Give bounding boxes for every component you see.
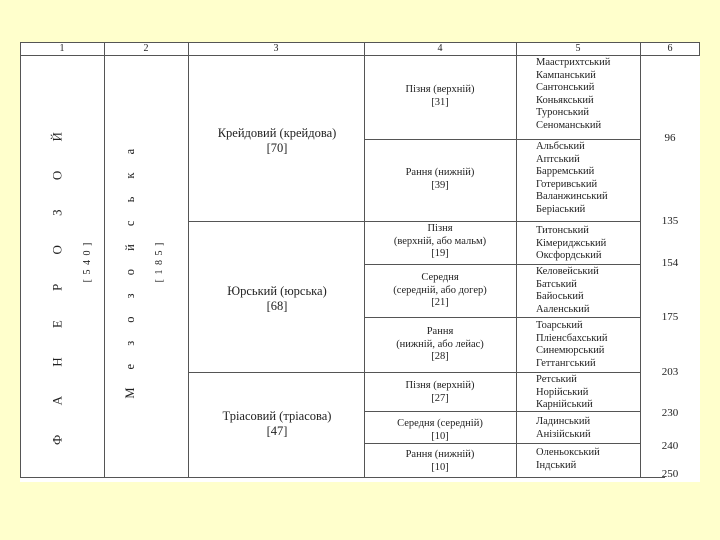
erathem-duration: [ 1 8 5 ]: [154, 241, 165, 283]
stage-name: Маастрихтський: [536, 57, 611, 68]
stage-name: Ладинський: [536, 416, 591, 427]
stage-name: Карнійський: [536, 399, 593, 410]
header-separator: [20, 55, 699, 56]
stage-name: Батський: [536, 278, 577, 290]
system-separator: [188, 221, 641, 222]
stage-name: Барремський: [536, 166, 595, 177]
column-number: 6: [667, 43, 673, 54]
department-cell: [366, 418, 514, 443]
stage-name: Кімериджський: [536, 237, 607, 249]
stage-name: Байоський: [536, 291, 584, 302]
stage-list: [536, 57, 610, 132]
department-duration: [31]: [431, 96, 449, 108]
stage-name: Норійський: [536, 386, 589, 398]
department-separator: [364, 411, 641, 412]
age-value: 240: [661, 440, 679, 452]
stage-list: [536, 266, 599, 316]
department-separator: [364, 317, 641, 318]
column-number: 5: [575, 43, 581, 54]
stage-name: Геттангський: [536, 357, 596, 369]
department-cell: [366, 223, 514, 261]
stage-list: [536, 447, 600, 472]
department-name: Рання (нижній): [405, 449, 475, 460]
stratigraphic-table: [20, 42, 700, 482]
column-separator: [104, 42, 105, 478]
department-cell: [366, 380, 514, 405]
stage-name: Індський: [536, 459, 577, 471]
department-duration: [28]: [431, 351, 449, 362]
column-number: 2: [143, 43, 149, 54]
column-separator: [640, 42, 641, 478]
stage-name: Коньякський: [536, 94, 594, 106]
system-duration: [68]: [266, 299, 288, 313]
stage-name: Тоарський: [536, 320, 583, 331]
stage-name: Аптський: [536, 153, 580, 165]
department-duration: [21]: [431, 297, 449, 308]
department-separator: [364, 139, 641, 140]
system-name: Крейдовий (крейдова): [217, 126, 337, 140]
stage-name: Сантонський: [536, 82, 595, 93]
table-border-bottom: [20, 477, 665, 478]
department-name: Середня: [421, 272, 459, 283]
department-name-detail: (середній, або догер): [393, 284, 487, 296]
stage-list: [536, 374, 593, 412]
department-duration: [19]: [431, 248, 449, 259]
table-border-right: [699, 42, 700, 56]
department-name-detail: (нижній, або лейас): [396, 338, 484, 350]
department-cell: [366, 326, 514, 364]
stage-name: Сеноманський: [536, 119, 602, 131]
stage-name: Ааленський: [536, 303, 590, 315]
system-name: Тріасовий (тріасова): [222, 409, 332, 423]
column-separator: [516, 42, 517, 478]
department-duration: [10]: [431, 461, 449, 473]
stage-name: Ретський: [536, 374, 577, 385]
stage-name: Титонський: [536, 225, 589, 236]
department-name: Рання (нижній): [405, 167, 475, 178]
department-name: Рання: [426, 326, 454, 337]
column-separator: [188, 42, 189, 478]
department-separator: [364, 443, 641, 444]
system-cell: [192, 284, 362, 314]
age-value: 154: [661, 257, 679, 269]
age-value: 135: [661, 215, 679, 227]
table-border-top: [20, 42, 699, 43]
system-cell: [192, 126, 362, 156]
age-value: 203: [661, 366, 679, 378]
age-value: 250: [661, 468, 679, 480]
age-value: 230: [661, 407, 679, 419]
department-duration: [39]: [431, 179, 449, 191]
stage-list: [536, 225, 606, 263]
department-name: Пізня (верхній): [405, 380, 475, 391]
stage-name: Келовейський: [536, 266, 599, 277]
stage-name: Пліенсбахський: [536, 332, 608, 344]
age-value: 175: [661, 311, 679, 323]
department-duration: [27]: [431, 392, 449, 404]
system-duration: [47]: [266, 424, 288, 438]
stage-name: Валанжинський: [536, 191, 608, 202]
stage-list: [536, 320, 608, 370]
column-separator: [364, 42, 365, 478]
department-name: Середня (середній): [397, 418, 483, 429]
age-value: 96: [664, 132, 676, 144]
stage-list: [536, 141, 608, 216]
system-cell: [192, 409, 362, 439]
system-name: Юрський (юрська): [227, 284, 327, 298]
erathem-name: М е з о з о й с ь к а: [122, 141, 137, 399]
stage-name: Беріаський: [536, 203, 586, 215]
column-number: 4: [437, 43, 443, 54]
column-number: 3: [273, 43, 279, 54]
department-separator: [364, 264, 641, 265]
column-number: 1: [59, 43, 65, 54]
system-duration: [70]: [266, 141, 288, 155]
department-cell: [366, 167, 514, 192]
eonothem-name: Ф А Н Е Р О З О Й: [49, 119, 65, 445]
department-cell: [366, 272, 514, 310]
eonothem-duration: [ 5 4 0 ]: [82, 241, 93, 283]
stage-name: Оленьокський: [536, 447, 600, 458]
department-name: Пізня (верхній): [405, 84, 475, 95]
department-duration: [10]: [431, 430, 449, 442]
stage-name: Кампанський: [536, 69, 596, 81]
department-name: Пізня: [427, 223, 453, 234]
stage-name: Синемюрський: [536, 345, 605, 356]
stage-name: Альбський: [536, 141, 585, 152]
department-name-detail: (верхній, або мальм): [393, 235, 487, 247]
stage-name: Готеривський: [536, 178, 598, 190]
table-border-left: [20, 42, 21, 478]
stage-name: Оксфордський: [536, 250, 602, 261]
department-cell: [366, 84, 514, 109]
stage-name: Туронський: [536, 107, 590, 118]
stage-list: [536, 416, 591, 441]
stage-name: Анізійський: [536, 428, 591, 440]
system-separator: [188, 372, 641, 373]
department-cell: [366, 449, 514, 474]
